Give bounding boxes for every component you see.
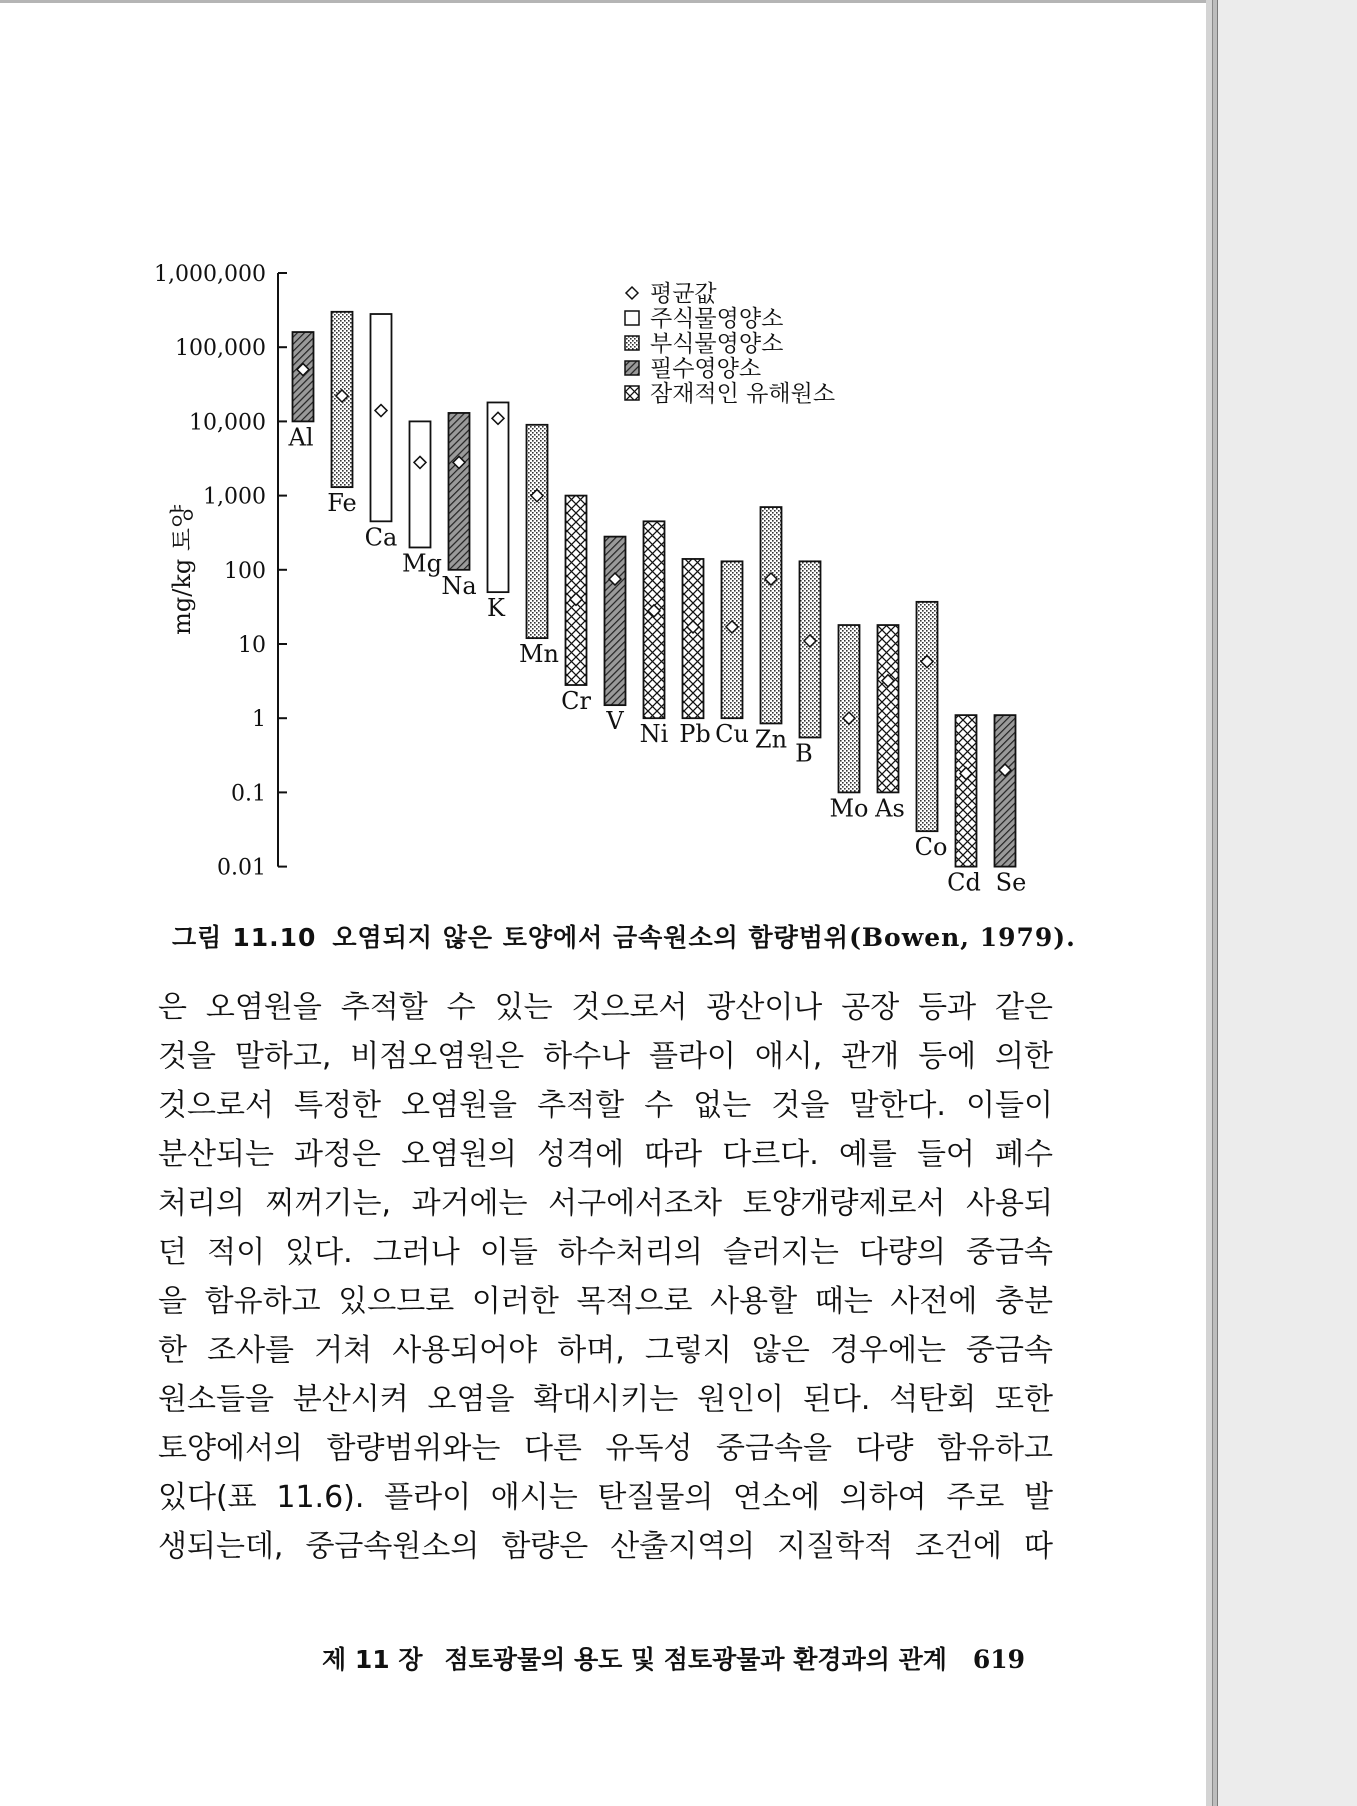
range-bar-b xyxy=(800,561,821,737)
legend-symbol-diamond xyxy=(626,287,638,299)
element-label-mg: Mg xyxy=(402,549,442,578)
element-label-cu: Cu xyxy=(715,720,749,749)
element-label-zn: Zn xyxy=(754,725,788,754)
y-tick-label: 100 xyxy=(224,558,266,584)
range-bar-v xyxy=(605,537,626,706)
element-range-chart xyxy=(0,0,1206,900)
y-tick-label: 0.01 xyxy=(217,855,266,881)
element-label-pb: Pb xyxy=(679,720,711,749)
caption-text: 오염되지 않은 토양에서 금속원소의 함량범위 xyxy=(332,923,850,952)
element-label-mn: Mn xyxy=(518,640,560,669)
y-tick-label: 0.1 xyxy=(231,781,266,807)
element-label-v: V xyxy=(606,707,624,736)
element-label-al: Al xyxy=(288,423,314,452)
element-label-co: Co xyxy=(914,833,948,862)
body-line: 을 함유하고 있으므로 이러한 목적으로 사용할 때는 사전에 충분 xyxy=(158,1284,1053,1319)
legend-label: 주식물영양소 xyxy=(650,306,784,332)
range-bar-se xyxy=(995,715,1016,866)
caption-reference: (Bowen, 1979). xyxy=(849,923,1076,952)
legend-label: 필수영양소 xyxy=(650,356,762,382)
page-stack-edge xyxy=(1213,0,1218,1806)
element-label-mo: Mo xyxy=(829,794,869,823)
range-bar-mn xyxy=(527,425,548,638)
body-line: 은 오염원을 추적할 수 있는 것으로서 광산이나 공장 등과 같은 xyxy=(158,990,1053,1025)
element-label-as: As xyxy=(875,794,905,823)
range-bar-al xyxy=(293,332,314,421)
body-line: 것을 말하고, 비점오염원은 하수나 플라이 애시, 관개 등에 의한 xyxy=(158,1039,1053,1074)
range-bar-as xyxy=(878,625,899,792)
page-stack-edge xyxy=(1206,0,1213,1806)
legend-symbol-white xyxy=(625,311,639,325)
legend-label: 잠재적인 유해원소 xyxy=(650,381,836,407)
body-line: 한 조사를 거쳐 사용되어야 하며, 그렇지 않은 경우에는 중금속 xyxy=(158,1333,1053,1368)
range-bar-ni xyxy=(644,521,665,718)
footer-chapter: 제 11 장 xyxy=(322,1645,423,1674)
range-bar-cr xyxy=(566,496,587,685)
element-label-b: B xyxy=(795,739,813,768)
y-axis-title: mg/kg 토양 xyxy=(168,504,196,635)
element-label-ca: Ca xyxy=(364,523,398,552)
legend-symbol-cross xyxy=(625,386,639,400)
body-line: 생되는데, 중금속원소의 함량은 산출지역의 지질학적 조건에 따 xyxy=(158,1529,1053,1564)
range-bar-mg xyxy=(410,421,431,547)
element-label-k: K xyxy=(487,594,505,623)
element-label-ni: Ni xyxy=(639,720,669,749)
y-tick-label: 10,000 xyxy=(189,410,266,436)
body-line: 분산되는 과정은 오염원의 성격에 따라 다르다. 예를 들어 폐수 xyxy=(158,1137,1053,1172)
body-line: 것으로서 특정한 오염원을 추적할 수 없는 것을 말한다. 이들이 xyxy=(158,1088,1053,1123)
legend-symbol-hatched xyxy=(625,361,639,375)
y-tick-label: 1 xyxy=(252,707,266,733)
caption-number: 11.10 xyxy=(232,923,317,952)
figure-caption xyxy=(172,918,1076,954)
range-bar-co xyxy=(917,602,938,831)
y-tick-label: 10 xyxy=(238,633,266,658)
page-number: 619 xyxy=(972,1645,1026,1674)
caption-prefix: 그림 xyxy=(172,923,223,952)
body-line: 있다(표 11.6). 플라이 애시는 탄질물의 연소에 의하여 주로 발 xyxy=(158,1480,1053,1515)
body-line: 던 적이 있다. 그러나 이들 하수처리의 슬러지는 다량의 중금속 xyxy=(158,1235,1053,1270)
element-label-fe: Fe xyxy=(327,489,357,518)
y-tick-label: 1,000,000 xyxy=(154,262,266,287)
legend-symbol-dotted xyxy=(625,336,639,350)
element-label-se: Se xyxy=(995,868,1027,897)
element-label-cr: Cr xyxy=(561,687,591,716)
legend-label: 부식물영양소 xyxy=(650,331,784,357)
body-line: 토양에서의 함량범위와는 다른 유독성 중금속을 다량 함유하고 xyxy=(158,1431,1053,1466)
range-bar-na xyxy=(449,413,470,570)
y-tick-label: 1,000 xyxy=(203,484,266,510)
range-bar-k xyxy=(488,402,509,592)
footer-title: 점토광물의 용도 및 점토광물과 환경과의 관계 xyxy=(444,1645,947,1674)
range-bar-zn xyxy=(761,507,782,723)
element-label-na: Na xyxy=(441,571,477,600)
range-bar-pb xyxy=(683,559,704,718)
body-paragraph xyxy=(158,983,1053,1571)
body-line: 처리의 찌꺼기는, 과거에는 서구에서조차 토양개량제로서 사용되 xyxy=(158,1186,1053,1221)
y-tick-label: 100,000 xyxy=(175,336,266,362)
legend-label: 평균값 xyxy=(650,281,717,307)
range-bar-cd xyxy=(956,715,977,866)
running-footer xyxy=(322,1640,1025,1676)
range-bar-cu xyxy=(722,561,743,718)
element-label-cd: Cd xyxy=(947,868,981,897)
range-bar-mo xyxy=(839,625,860,792)
body-line: 원소들을 분산시켜 오염을 확대시키는 원인이 된다. 석탄회 또한 xyxy=(158,1382,1053,1417)
range-bar-ca xyxy=(371,314,392,521)
